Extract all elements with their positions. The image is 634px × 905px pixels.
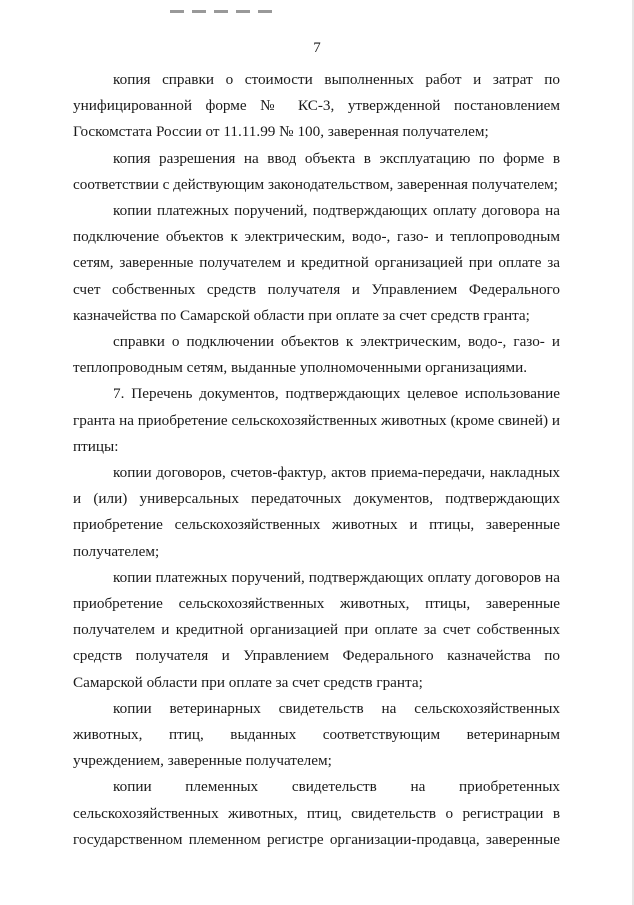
page-number: 7 — [313, 40, 321, 56]
paragraph: копии платежных поручений, подтверждающих оплату договоров на приобретение сельскохозяйственных животных, птицы, заверенные получателем и кредитной организацией при оплате за счет собственных средств получателя и Управлением Федерального казначейства по Самарской области при оплате за счет средств гранта; — [73, 568, 560, 691]
scan-top-marks — [170, 0, 310, 6]
paragraph: копия справки о стоимости выполненных работ и затрат по унифицированной форме № КС-3, утвержденной постановлением Госкомстата России от 11.11.99 № 100, заверенная получателем; — [73, 71, 560, 141]
paragraph: 7. Перечень документов, подтверждающих целевое использование гранта на приобретение сельскохозяйственных животных (кроме свиней) и птицы: — [73, 385, 560, 455]
document-body — [73, 67, 560, 853]
paragraph: копия разрешения на ввод объекта в эксплуатацию по форме в соответствии с действующим законодательством, заверенная получателем; — [73, 149, 560, 193]
paragraph: копии племенных свидетельств на приобретенных сельскохозяйственных животных, птиц, свидетельств о регистрации в государственном племенном регистре организации-продавца, заверенные — [73, 778, 560, 848]
paragraph: справки о подключении объектов к электрическим, водо-, газо- и теплопроводным сетям, выданные уполномоченными организациями. — [73, 333, 560, 377]
paragraph: копии договоров, счетов-фактур, актов приема-передачи, накладных и (или) универсальных передаточных документов, подтверждающих приобретение сельскохозяйственных животных и птицы, заверенные получателем; — [73, 464, 560, 560]
paragraph: копии платежных поручений, подтверждающих оплату договора на подключение объектов к электрическим, водо-, газо- и теплопроводным сетям, заверенные получателем и кредитной организацией при оплате за счет собственных средств получателя и Управлением Федерального казначейства по Самарской области при оплате за счет средств гранта; — [73, 202, 560, 324]
paragraph: копии ветеринарных свидетельств на сельскохозяйственных животных, птиц, выданных соответствующим ветеринарным учреждением, заверенные получателем; — [73, 699, 560, 770]
